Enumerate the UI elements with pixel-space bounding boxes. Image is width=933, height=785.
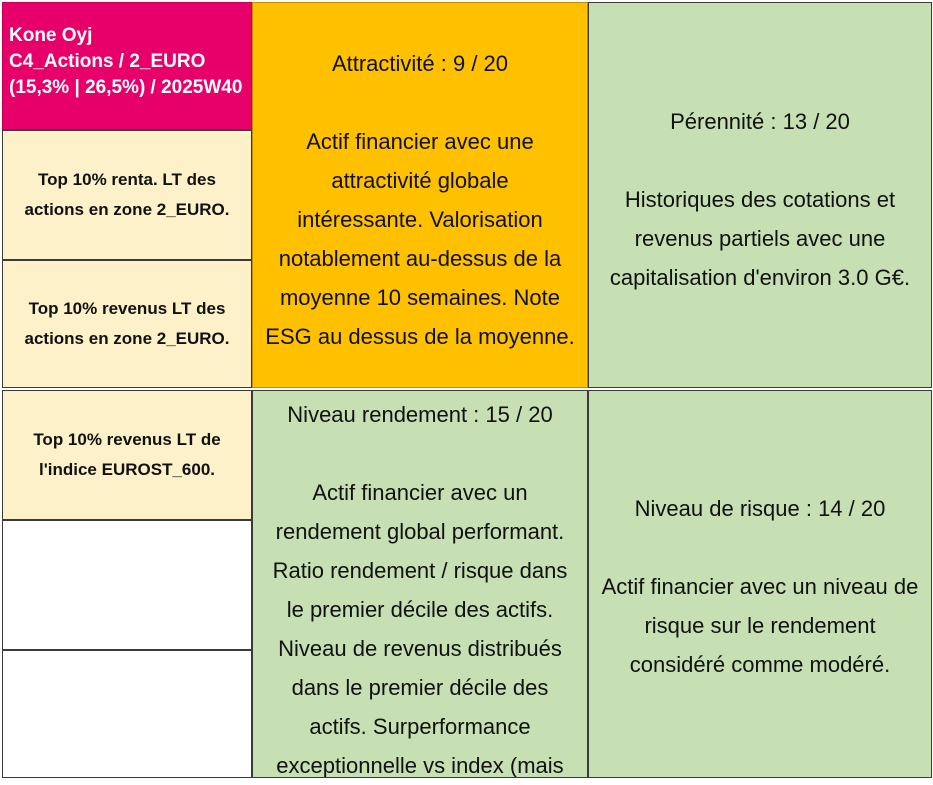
tag-line: Top 10% revenus LT des [28,299,226,318]
tag-line: actions en zone 2_EURO. [24,200,230,219]
description-line: Actif financier avec une [306,129,534,154]
tag-cell-renta-lt [2,130,252,260]
tag-line: Top 10% renta. LT des [38,170,216,189]
tag-line: actions en zone 2_EURO. [24,329,230,348]
company-name: Kone Oyj [9,25,93,46]
description-line: rendement global performant. [275,519,565,544]
asset-meta: (15,3% | 26,5%) / 2025W40 [9,77,243,98]
description-line: exceptionnelle vs index (mais [276,753,564,778]
attractivite-description [265,122,574,356]
description-line: actifs. Surperformance [309,714,531,739]
empty-cell [2,520,252,650]
perennite-cell [588,2,932,388]
tag-cell-revenus-lt-indice [2,390,252,520]
description-line: Historiques des cotations et [624,187,896,212]
perennite-heading: Pérennité : 13 / 20 [670,109,850,134]
rendement-description [273,473,568,778]
risque-cell [588,390,932,778]
description-line: capitalisation d'environ 3.0 G€. [609,265,911,290]
tag-cell-revenus-lt-zone [2,260,252,388]
asset-category: C4_Actions / 2_EURO [9,51,206,72]
description-line: Actif financier avec un niveau de [601,574,919,599]
tag-line: Top 10% revenus LT de [33,430,221,449]
description-line: dans le premier décile des [291,675,549,700]
asset-title-cell [2,2,252,130]
description-line: ESG au dessus de la moyenne. [265,324,575,349]
attractivite-cell [252,2,588,388]
attractivite-heading: Attractivité : 9 / 20 [331,51,509,76]
risque-heading: Niveau de risque : 14 / 20 [634,496,886,521]
description-line: le premier décile des actifs. [286,597,554,622]
description-line: revenus partiels avec une [634,226,886,251]
tag-line: l'indice EUROST_600. [39,460,215,479]
description-line: risque sur le rendement [644,613,876,638]
rendement-heading: Niveau rendement : 15 / 20 [287,402,553,427]
description-line: attractivité globale [331,168,509,193]
description-line: intéressante. Valorisation [297,207,543,232]
perennite-description [610,180,910,297]
empty-cell [2,650,252,778]
risque-description [602,567,919,684]
description-line: considéré comme modéré. [629,652,891,677]
description-line: Actif financier avec un [312,480,528,505]
description-line: notablement au-dessus de la [278,246,562,271]
description-line: moyenne 10 semaines. Note [279,285,561,310]
rendement-cell [252,390,588,778]
description-line: Ratio rendement / risque dans [272,558,568,583]
description-line: Niveau de revenus distribués [278,636,562,661]
